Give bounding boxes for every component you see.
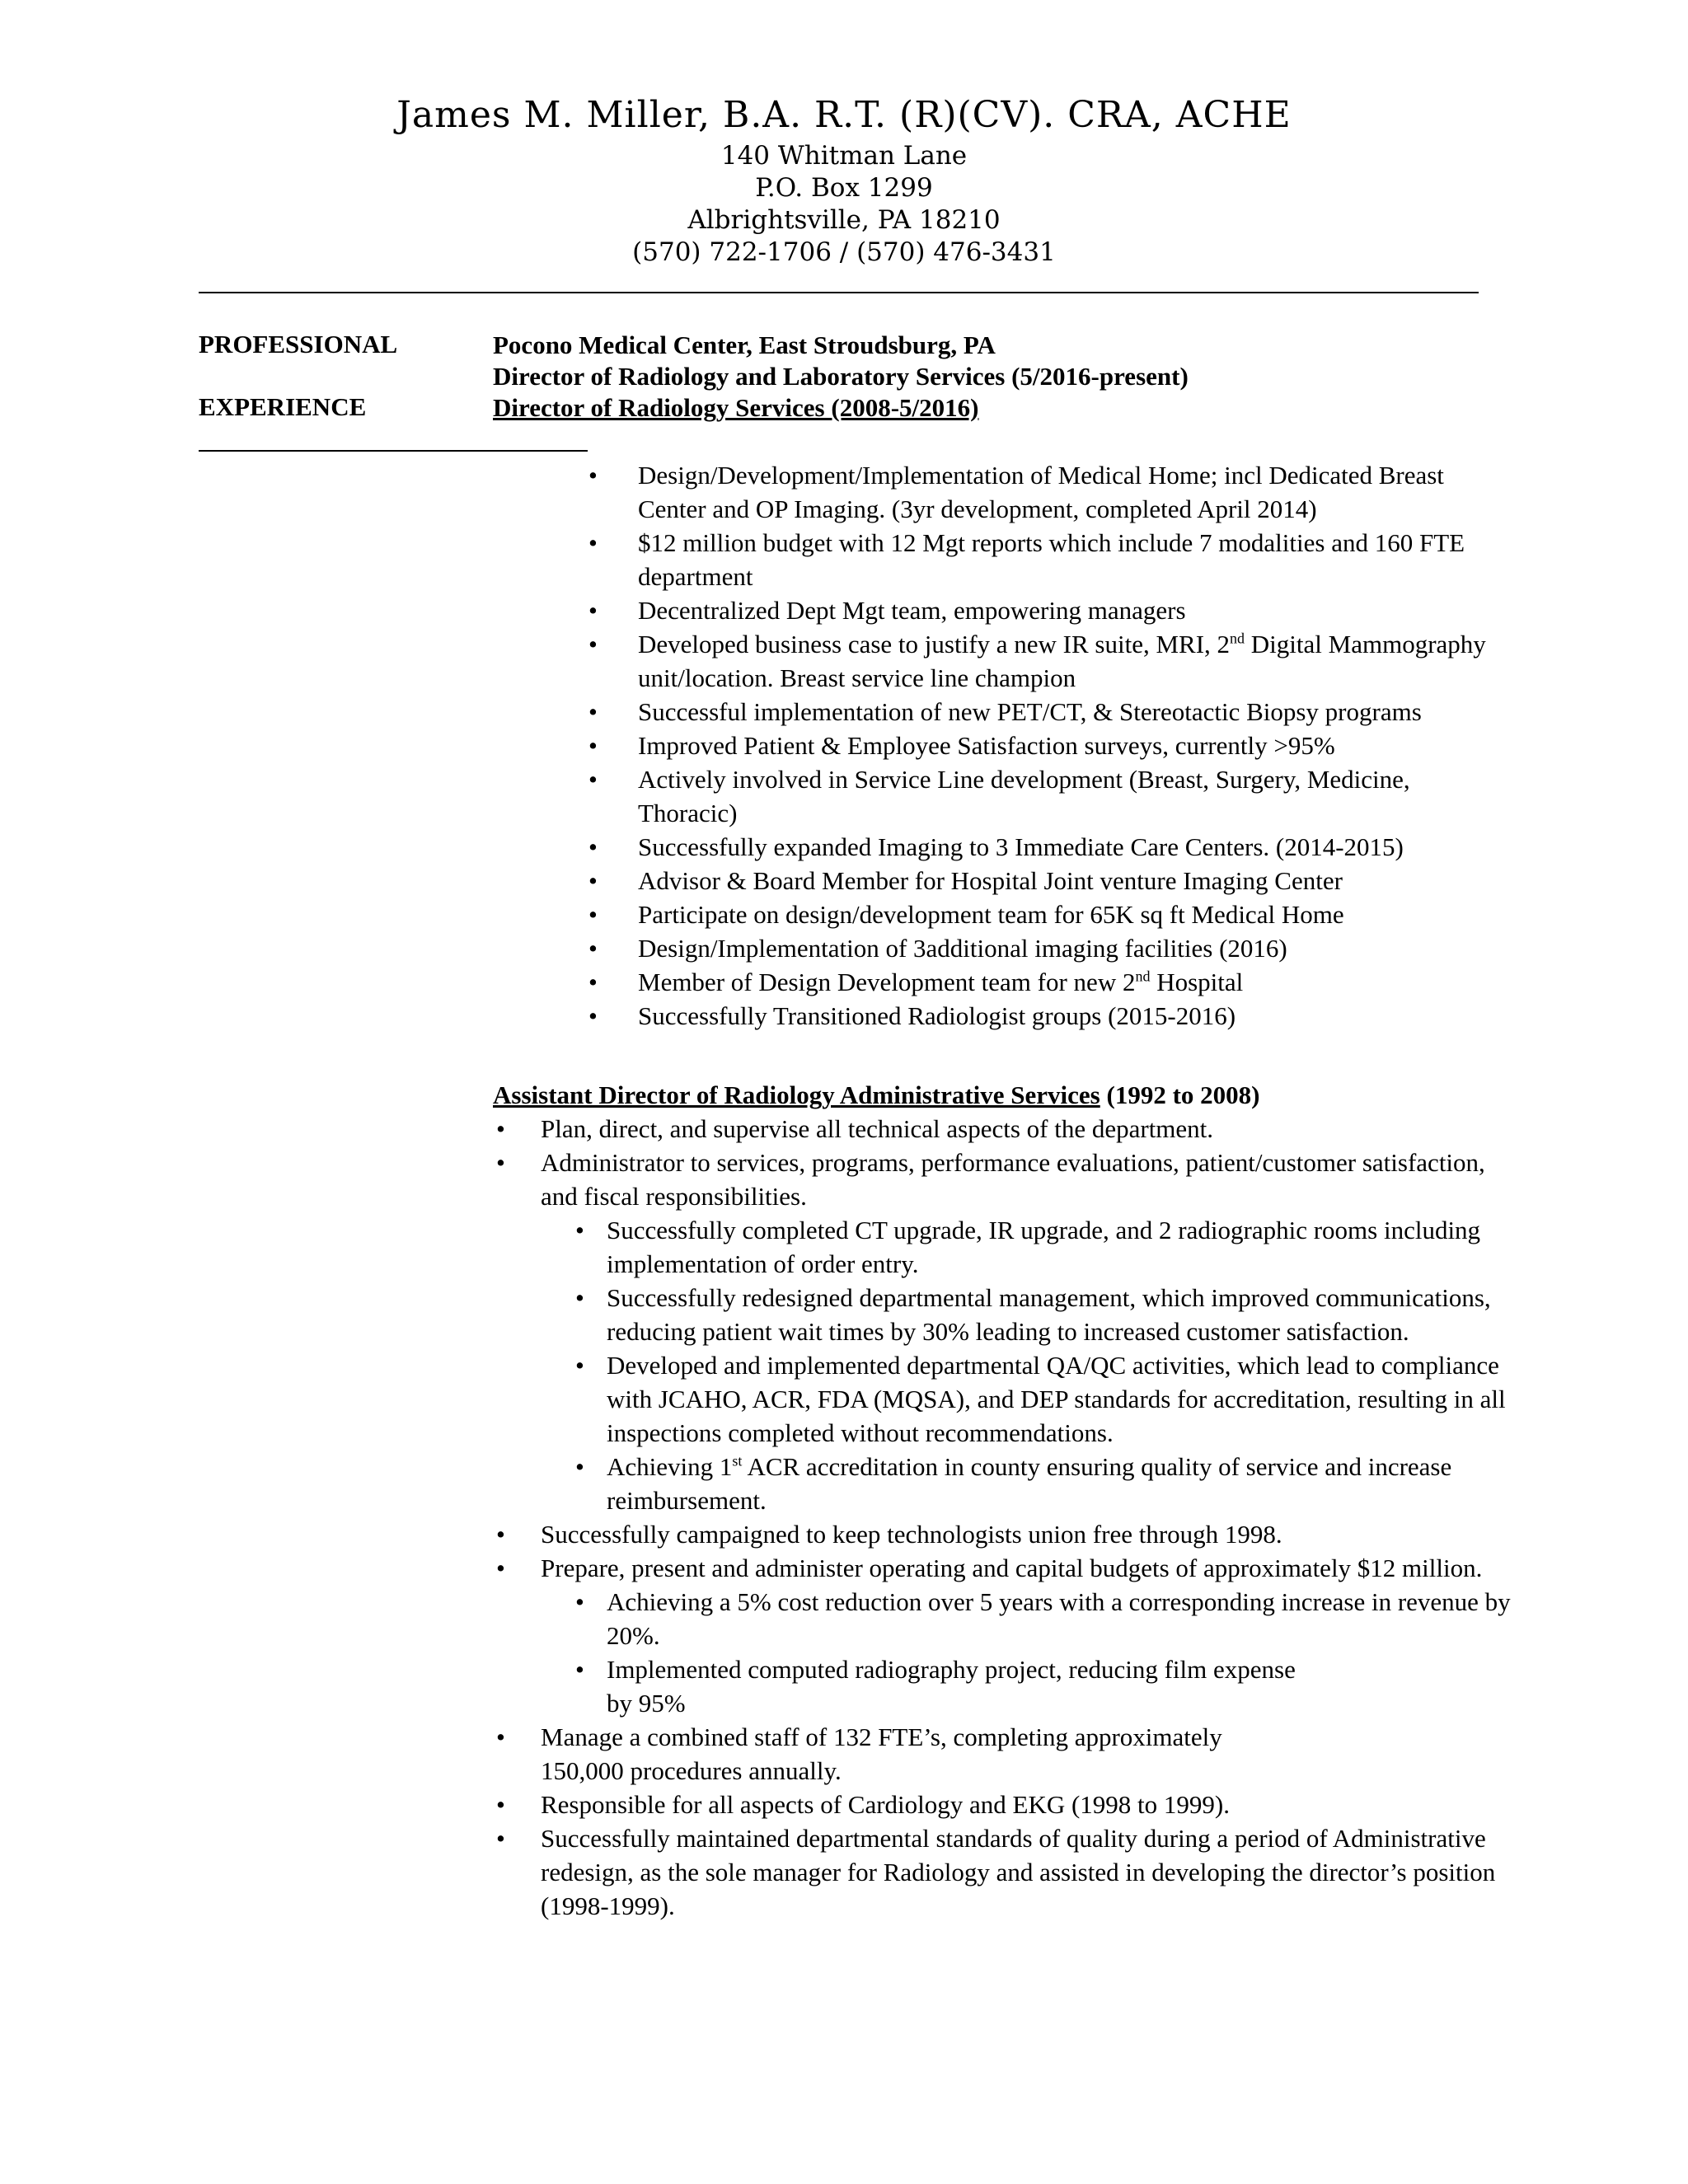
assistant-director-section xyxy=(493,1078,1523,1923)
list-item: • Successfully completed CT upgrade, IR upgrade, and 2 radiographic rooms including implementation of order entry. xyxy=(559,1213,1523,1281)
list-item: • Improved Patient & Employee Satisfaction surveys, currently >95% xyxy=(638,729,1512,762)
employer-name: Pocono Medical Center, East Stroudsburg, PA xyxy=(493,330,996,359)
list-item: • Participate on design/development team for 65K sq ft Medical Home xyxy=(638,898,1512,931)
assistant-bullet-list xyxy=(493,1112,1523,1923)
po-box: P.O. Box 1299 xyxy=(755,173,933,203)
list-item: • Prepare, present and administer operating and capital budgets of approximately $12 million. • Achieving a 5% cost reduction over 5 years with a corresponding increase in revenue by 20%. • Implemented computed radiography project, reducing film expense by 95% xyxy=(493,1551,1523,1720)
list-item: • Successfully expanded Imaging to 3 Immediate Care Centers. (2014-2015) xyxy=(638,830,1512,864)
list-item: • Member of Design Development team for new 2nd Hospital xyxy=(638,965,1512,999)
role-previous: Director of Radiology Services (2008-5/2016) xyxy=(493,393,979,422)
list-item: • Successfully redesigned departmental management, which improved communications, reducing patient wait times by 30% leading to increased customer satisfaction. xyxy=(559,1281,1523,1348)
list-item: • Design/Implementation of 3additional imaging facilities (2016) xyxy=(638,931,1512,965)
list-item: • Responsible for all aspects of Cardiology and EKG (1998 to 1999). xyxy=(493,1788,1523,1821)
employer-block xyxy=(493,330,1189,424)
list-item: • Decentralized Dept Mgt team, empowering managers xyxy=(638,593,1512,627)
assistant-role-title: Assistant Director of Radiology Administrative Services (1992 to 2008) xyxy=(493,1080,1260,1109)
section-label-professional: PROFESSIONAL xyxy=(199,330,398,359)
resume-header xyxy=(0,91,1688,269)
list-item: • Successfully campaigned to keep technologists union free through 1998. xyxy=(493,1517,1523,1551)
list-item: • Successfully Transitioned Radiologist groups (2015-2016) xyxy=(638,999,1512,1033)
list-item: • Manage a combined staff of 132 FTE’s, completing approximately 150,000 procedures annually. xyxy=(493,1720,1523,1788)
phone-numbers: (570) 722-1706 / (570) 476-3431 xyxy=(632,237,1056,267)
list-item: • Administrator to services, programs, performance evaluations, patient/customer satisfaction, and fiscal responsibilities. • Successfully completed CT upgrade, IR upgrade, and 2 radiographic rooms including implementation of order entry. • Successfully redesigned departmental management, which improved communications, reducing patient wait times by 30% leading to increased customer satisfaction. • Developed and implemented departmental QA/QC activities, which lead to compliance with JCAHO, ACR, FDA (MQSA), and DEP standards for accreditation, resulting in all inspections completed without recommendations. • Achieving 1st ACR accreditation in county ensuring quality of service and increase reimbursement. xyxy=(493,1146,1523,1517)
director-bullet-list xyxy=(638,458,1512,1033)
list-item: • Plan, direct, and supervise all technical aspects of the department. xyxy=(493,1112,1523,1146)
list-item: • Achieving 1st ACR accreditation in county ensuring quality of service and increase reimbursement. xyxy=(559,1450,1523,1517)
assistant-sub-list xyxy=(541,1213,1523,1517)
list-item: • Actively involved in Service Line development (Breast, Surgery, Medicine, Thoracic) xyxy=(638,762,1512,830)
list-item: • Developed business case to justify a new IR suite, MRI, 2nd Digital Mammography unit/location. Breast service line champion xyxy=(638,627,1512,695)
list-item: • Developed and implemented departmental QA/QC activities, which lead to compliance with JCAHO, ACR, FDA (MQSA), and DEP standards for accreditation, resulting in all inspections completed without recommendations. xyxy=(559,1348,1523,1450)
street-address: 140 Whitman Lane xyxy=(720,141,968,171)
list-item: • Design/Development/Implementation of Medical Home; incl Dedicated Breast Center and OP Imaging. (3yr development, completed April 2014) xyxy=(638,458,1512,526)
city-state-zip: Albrightsville, PA 18210 xyxy=(687,205,1001,235)
budget-sub-list xyxy=(541,1585,1523,1720)
header-divider xyxy=(199,292,1479,293)
list-item: • $12 million budget with 12 Mgt reports which include 7 modalities and 160 FTE department xyxy=(638,526,1512,593)
section-label-experience: EXPERIENCE xyxy=(199,392,367,421)
role-current: Director of Radiology and Laboratory Services (5/2016-present) xyxy=(493,362,1189,391)
list-item: • Implemented computed radiography project, reducing film expense by 95% xyxy=(559,1652,1523,1720)
list-item: • Advisor & Board Member for Hospital Joint venture Imaging Center xyxy=(638,864,1512,898)
candidate-name: James M. Miller, B.A. R.T. (R)(CV). CRA, ACHE xyxy=(396,94,1292,136)
section-label-divider xyxy=(199,450,588,452)
list-item: • Achieving a 5% cost reduction over 5 years with a corresponding increase in revenue by 20%. xyxy=(559,1585,1523,1652)
list-item: • Successful implementation of new PET/CT, & Stereotactic Biopsy programs xyxy=(638,695,1512,729)
list-item: • Successfully maintained departmental standards of quality during a period of Administrative redesign, as the sole manager for Radiology and assisted in developing the director’s position (1998-1999). xyxy=(493,1821,1523,1923)
